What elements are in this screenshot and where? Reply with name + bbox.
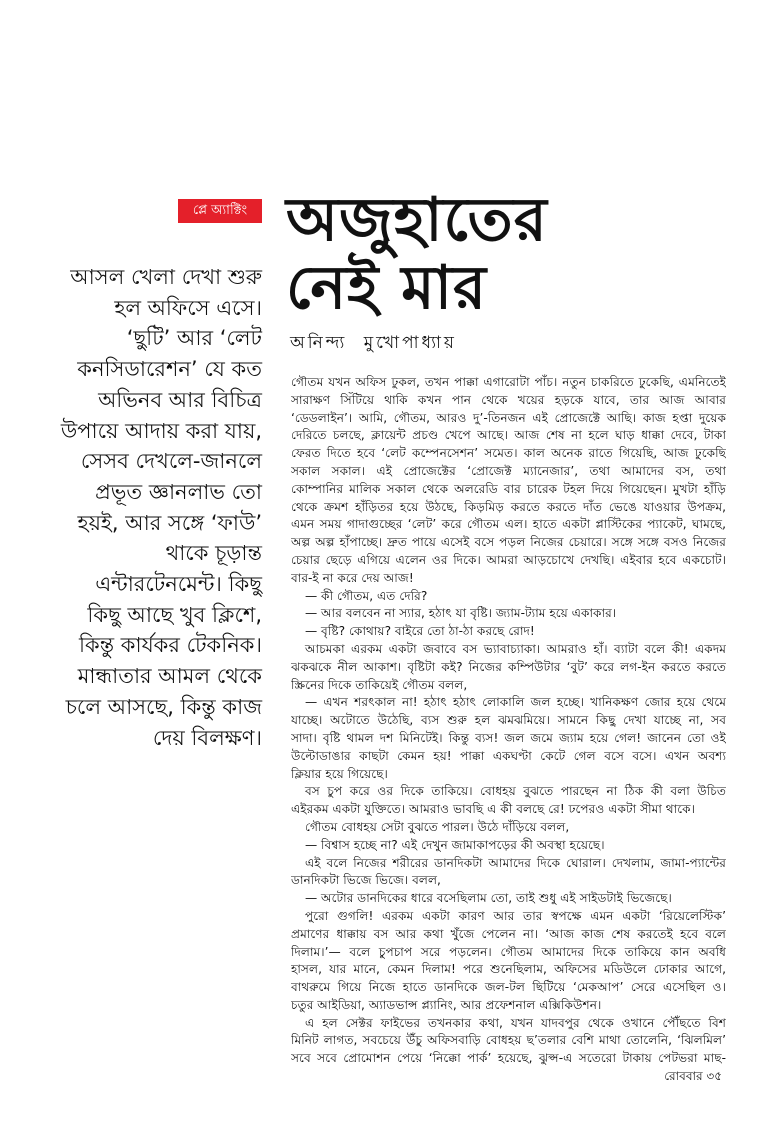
text-line: সকাল সকাল। এই প্রোজেক্টের ‘প্রোজেক্ট ম্যানেজার’, তথা আমাদের বস, তথা <box>291 463 726 478</box>
text-line: থেকে ক্রমশ হাঁড়িতর হয়ে উঠছে, কিড়মিড় করতে করতে দাঁত ভেঙে যাওয়ার উপক্রম, <box>291 499 726 514</box>
paragraph <box>291 890 726 908</box>
paragraph <box>291 694 726 783</box>
paragraph <box>291 819 726 837</box>
text-line: হাসল, যার মানে, কেমন দিলাম! পরে শুনেছিলাম, অফিসের মডিউলে ঢোকার আগে, <box>291 962 726 977</box>
text-line: ফেরত দিতে হবে ‘লেট কম্পেনসেশন’ সমেত। কাল অনেক রাতে গিয়েছি, আজ ঢুকেছি <box>291 446 726 461</box>
text-line: এমন সময় গাদাগুচ্ছের ‘লেট’ করে গৌতম এল। হাতে একটা প্লাস্টিকের প্যাকেট, ঘামছে, <box>291 517 726 532</box>
text-line: প্রমাণের ধাক্কায় বস আর কথা খুঁজে পেলেন না। ‘আজ কাজ শেষ করতেই হবে বলে <box>291 926 726 941</box>
text-line: পুরো গুগলি! এরকম একটা কারণ আর তার স্বপক্ষে এমন একটা ‘রিয়েলেস্টিক’ <box>305 908 726 923</box>
pull-quote-line: চলে আসছে, কিন্তু কাজ <box>65 694 262 719</box>
paragraph <box>291 605 726 623</box>
text-line: মিনিট লাগত, সবচেয়ে উঁচু অফিসবাড়ি বোধহয় ছ’তলার বেশি মাথা তোলেনি, ‘ঝিলমিল’ <box>291 1033 726 1048</box>
text-line: কোম্পানির মালিক সকাল থেকে অলরেডি বার চারেক টহল দিয়ে গিয়েছেন। মুখটা হাঁড়ি <box>291 481 726 496</box>
text-line: স্ক্রিনের দিকে তাকিয়েই গৌতম বলল, <box>291 677 468 692</box>
text-line: এ হল সেক্টর ফাইভের তখনকার কথা, যখন যাদবপুর থেকে ওখানে পৌঁছতে বিশ <box>305 1015 726 1030</box>
text-line: — আর বলবেন না স্যার, হঠাৎ যা বৃষ্টি। জ্যাম-ট্যাম হয়ে একাকার। <box>305 606 617 621</box>
paragraph <box>291 641 726 694</box>
text-line: গৌতম যখন অফিস ঢুকল, তখন পাক্কা এগারোটা পাঁচ। নতুন চাকরিতে ঢুকেছি, এমনিতেই <box>291 375 726 389</box>
paragraph <box>291 837 726 855</box>
pull-quote-line: মান্ধাতার আমল থেকে <box>77 664 262 689</box>
pull-quote-line: কিছু আছে খুব ক্লিশে, <box>87 602 262 627</box>
pull-quote-line: প্রভূত জ্ঞানলাভ তো <box>95 479 262 504</box>
pull-quote-line: কনসিডারেশন’ যে কত <box>77 357 262 382</box>
text-line: অল্প অল্প হাঁপাচ্ছে। দ্রুত পায়ে এসেই বসে পড়ল নিজের চেয়ারে। সঙ্গে সঙ্গে বসও নিজের <box>291 535 726 550</box>
pull-quote-line: দেয় বিলক্ষণ। <box>152 725 262 750</box>
text-line: বস চুপ করে ওর দিকে তাকিয়ে। বোধহয় বুঝতে পারছেন না ঠিক কী বলা উচিত <box>305 784 726 799</box>
text-line: আচমকা এরকম একটা জবাবে বস ভ্যাবাচ্যাকা। আমরাও হাঁ। ব্যাটা বলে কী! একদম <box>305 641 726 656</box>
paragraph <box>291 588 726 606</box>
article-title <box>286 186 548 322</box>
pull-quote-line: হল অফিসে এসে। <box>114 295 262 320</box>
pull-quote-line: কিন্তু কার্যকর টেকনিক। <box>78 633 262 658</box>
text-line: — এখন শরৎকাল না! হঠাৎ হঠাৎ লোকালি জল হচ্ছে। খানিকক্ষণ জোর হয়ে থেমে <box>305 695 726 710</box>
text-line: চতুর আইডিয়া, অ্যাডভান্স প্ল্যানিং, আর প্রফেশনাল এক্সিকিউশন। <box>291 997 602 1012</box>
text-line: সবে সবে প্রোমোশন পেয়ে ‘নিক্কো পার্ক’ হয়েছে, ঝুপ্স-এ সতেরো টাকায় পেটভরা মাছ- <box>291 1051 726 1066</box>
paragraph <box>291 855 726 891</box>
text-line: গৌতম বোধহয় সেটা বুঝতে পারল। উঠে দাঁড়িয়ে বলল, <box>305 819 570 834</box>
text-line: এইরকম একটা যুক্তিতে। আমরাও ভাবছি এ কী বলছে রে! ঢপেরও একটা সীমা থাকে। <box>291 802 696 817</box>
text-line: ক্লিয়ার হয়ে গিয়েছে। <box>291 766 388 781</box>
magazine-name: রোববার <box>664 1069 703 1083</box>
article-body <box>291 374 726 1068</box>
text-line: এই বলে নিজের শরীরের ডানদিকটা আমাদের দিকে ঘোরাল। দেখলাম, জামা-প্যান্টের <box>305 855 726 870</box>
text-line: বাথরুমে গিয়ে নিজে হাতে ডানদিকে জল-টল ছিটিয়ে ‘মেকআপ’ সেরে এসেছিল ও। <box>291 980 726 995</box>
text-line: দেরিতে চলছে, ক্লায়েন্ট প্রচণ্ড খেপে আছে। আজ শেষ না হলে ঘাড় ধাক্কা দেবে, টাকা <box>291 428 726 443</box>
pull-quote <box>40 262 262 753</box>
text-line: ‘ডেডলাইন’। আমি, গৌতম, আরও দু’-তিনজন এই প্রোজেক্টে আছি। কাজ হপ্তা দুয়েক <box>291 410 726 425</box>
title-line: অজুহাতের <box>286 185 548 255</box>
pull-quote-line: আসল খেলা দেখা শুরু <box>70 265 262 289</box>
section-tag: প্লে অ্যাক্টিং <box>178 199 262 223</box>
text-line: সারাক্ষণ সিঁটিয়ে থাকি কখন পান থেকে খয়ের হড়কে যাবে, তার আজ আবার <box>291 392 726 407</box>
text-line: যাচ্ছে। অটোতে উঠেছি, ব্যস শুরু হল ঝমঝমিয়ে। সামনে কিছু দেখা যাচ্ছে না, সব <box>291 713 726 728</box>
author-byline: অনিন্দ্য মুখোপাধ্যায় <box>290 333 457 353</box>
pull-quote-line: সেসব দেখলে-জানলে <box>80 449 262 474</box>
text-line: — বৃষ্টি? কোথায়? বাইরে তো ঠা-ঠা করছে রোদ! <box>305 624 535 639</box>
pull-quote-line: উপায়ে আদায় করা যায়, <box>60 418 262 443</box>
text-line: সাদা। বৃষ্টি থামল দশ মিনিটেই। কিন্তু ব্যস! জল জমে জ্যাম হয়ে গেল! জানেন তো ওই <box>291 730 726 745</box>
text-line: ঝকঝকে নীল আকাশ। বৃষ্টিটা কই? নিজের কম্পিউটার ‘বুট’ করে লগ-ইন করতে করতে <box>291 659 726 674</box>
text-line: বার-ই না করে দেয় আজ! <box>291 570 414 585</box>
page-number: ৩৫ <box>706 1069 722 1083</box>
pull-quote-line: থাকে চূড়ান্ত <box>165 541 262 566</box>
text-line: ডানদিকটা ভিজে ভিজে। বলল, <box>291 873 441 888</box>
pull-quote-line: অভিনব আর বিচিত্র <box>98 387 262 412</box>
pull-quote-line: এন্টারটেনমেন্ট। কিছু <box>95 572 262 597</box>
pull-quote-line: ‘ছুটি’ আর ‘লেট <box>126 326 262 351</box>
text-line: — কী গৌতম, এত দেরি? <box>305 588 428 603</box>
paragraph <box>291 1015 726 1068</box>
paragraph <box>291 623 726 641</box>
text-line: উল্টোডাঙার কাছটা কেমন হয়! পাক্কা একঘণ্টা কেটে গেল বসে বসে। এখন অবশ্য <box>291 748 726 763</box>
paragraph <box>291 374 726 588</box>
text-line: দিলাম।’— বলে চুপচাপ সরে পড়লেন। গৌতম আমাদের দিকে তাকিয়ে কান অবধি <box>291 944 726 959</box>
title-line: নেই মার <box>286 253 487 323</box>
paragraph <box>291 908 726 1015</box>
text-line: — অটোর ডানদিকের ধারে বসেছিলাম তো, তাই শুধু এই সাইডটাই ভিজেছে। <box>305 891 672 906</box>
page-footer <box>650 1068 722 1088</box>
pull-quote-line: হয়ই, আর সঙ্গে ‘ফাউ’ <box>77 510 262 535</box>
paragraph <box>291 783 726 819</box>
text-line: চেয়ার ছেড়ে এগিয়ে এলেন ওর দিকে। আমরা আড়চোখে দেখছি। এইবার হবে একচোট। <box>291 552 726 567</box>
text-line: — বিশ্বাস হচ্ছে না? এই দেখুন জামাকাপড়ের কী অবস্থা হয়েছে। <box>305 837 605 852</box>
